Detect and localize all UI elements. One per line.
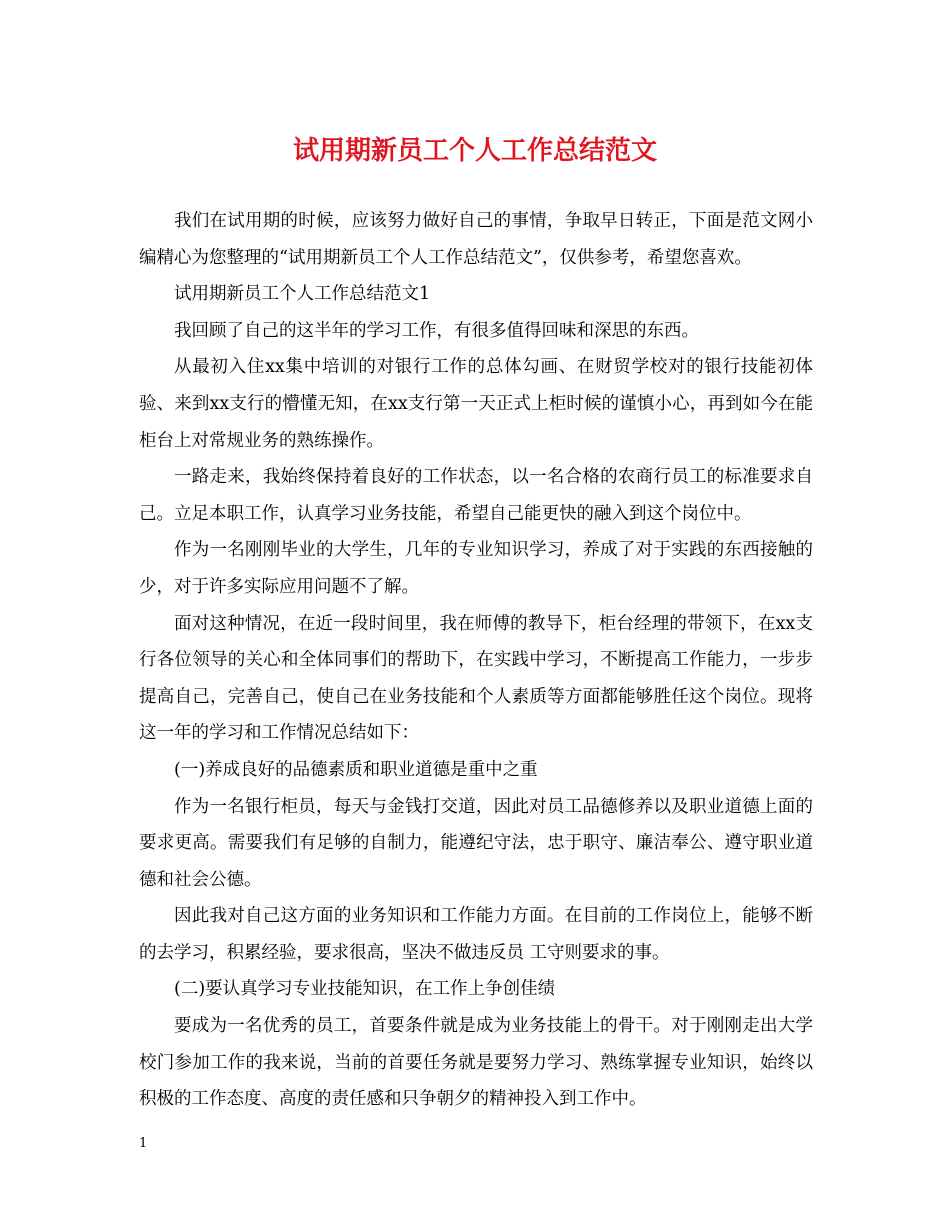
document-title: 试用期新员工个人工作总结范文	[292, 136, 657, 166]
paragraph: 试用期新员工个人工作总结范文1	[174, 284, 431, 305]
paragraph: 一路走来，我始终保持着良好的工作状态，以一名合格的农商行员工的标准要求自己。立足本职工作，认真学习业务技能，希望自己能更快的融入到这个岗位中。	[139, 467, 813, 524]
paragraph: 我们在试用期的时候，应该努力做好自己的事情，争取早日转正，下面是范文网小编精心为您整理的“试用期新员工个人工作总结范文”，仅供参考，希望您喜欢。	[139, 211, 813, 268]
page-number: 1	[139, 1136, 148, 1151]
paragraph: 因此我对自己这方面的业务知识和工作能力方面。在目前的工作岗位上，能够不断的去学习，积累经验，要求很高，坚决不做违反员 工守则要求的事。	[139, 906, 813, 963]
section-heading: (一)养成良好的品德素质和职业道德是重中之重	[174, 759, 538, 780]
document-body	[139, 203, 813, 1118]
paragraph: 作为一名银行柜员，每天与金钱打交道，因此对员工品德修养以及职业道德上面的要求更高。需要我们有足够的自制力，能遵纪守法，忠于职守、廉洁奉公、遵守职业道德和社会公德。	[139, 796, 813, 890]
paragraph: 我回顾了自己的这半年的学习工作，有很多值得回味和深思的东西。	[174, 320, 699, 341]
paragraph: 要成为一名优秀的员工，首要条件就是成为业务技能上的骨干。对于刚刚走出大学校门参加工作的我来说，当前的首要任务就是要努力学习、熟练掌握专业知识，始终以积极的工作态度、高度的责任感和只争朝夕的精神投入到工作中。	[139, 1016, 813, 1110]
paragraph: 作为一名刚刚毕业的大学生，几年的专业知识学习，养成了对于实践的东西接触的少，对于许多实际应用问题不了解。	[139, 540, 813, 597]
paragraph: 从最初入住xx集中培训的对银行工作的总体勾画、在财贸学校对的银行技能初体验、来到xx支行的懵懂无知，在xx支行第一天正式上柜时候的谨慎小心，再到如今在能柜台上对常规业务的熟练操作。	[139, 357, 813, 451]
paragraph: 面对这种情况，在近一段时间里，我在师傅的教导下，柜台经理的带领下，在xx支行各位领导的关心和全体同事们的帮助下，在实践中学习，不断提高工作能力，一步步提高自己，完善自己，使自己在业务技能和个人素质等方面都能够胜任这个岗位。现将这一年的学习和工作情况总结如下：	[139, 613, 813, 744]
section-heading: (二)要认真学习专业技能知识，在工作上争创佳绩	[174, 979, 556, 1000]
